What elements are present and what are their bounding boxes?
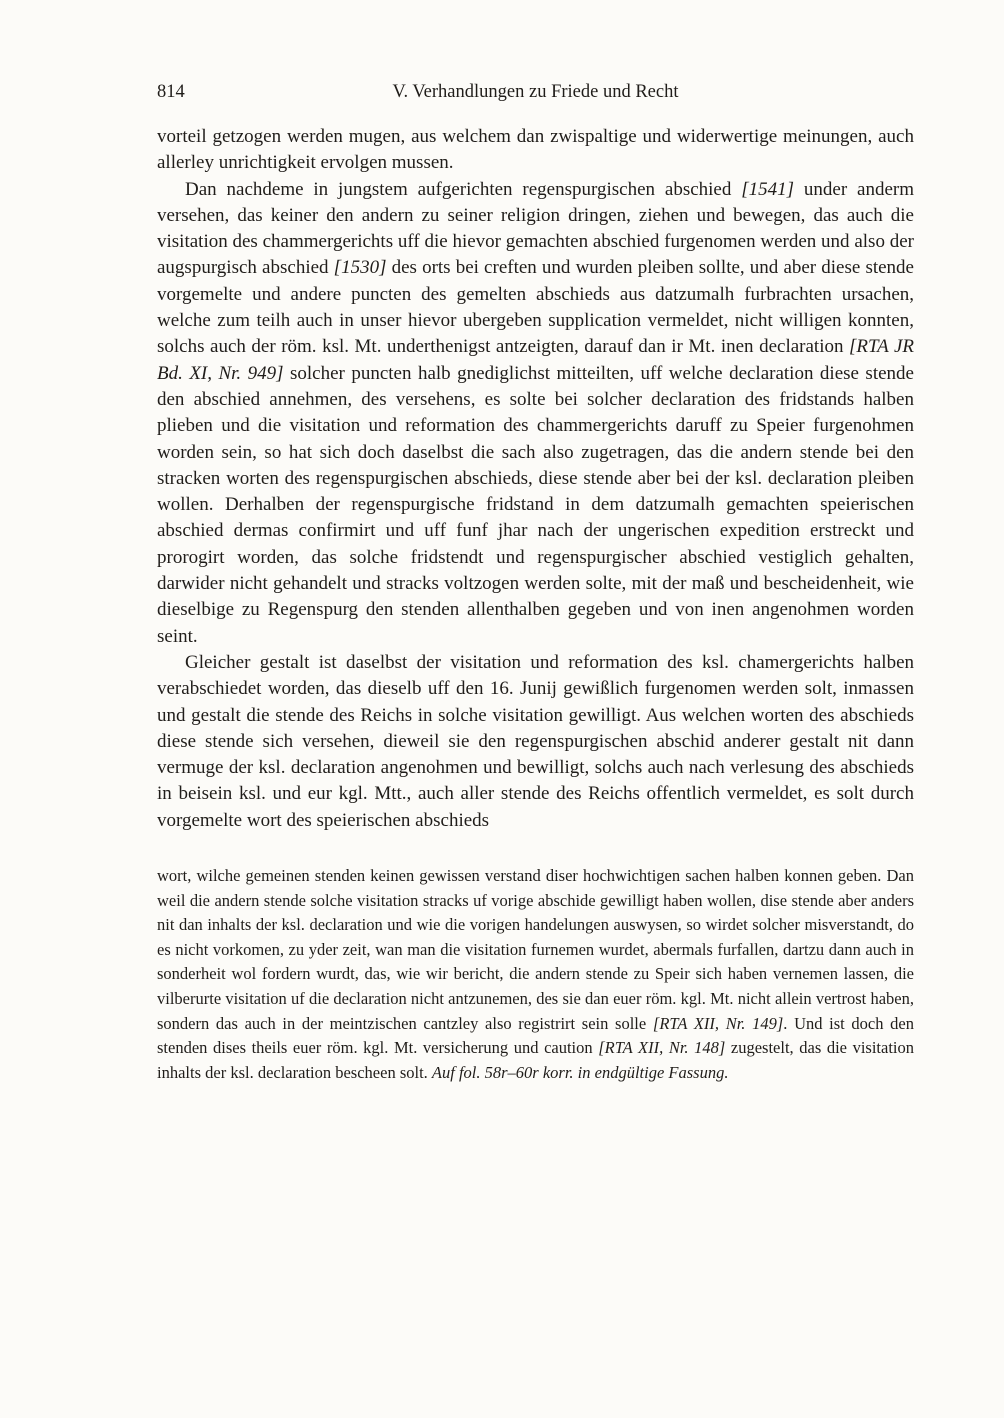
paragraph [157,124,914,177]
running-head: V. Verhandlungen zu Friede und Recht [392,82,679,102]
text-run: under anderm versehen, das keiner den andern zu seiner religion dringen, ziehen und bewegen, das auch die visitation des chammergerichts uff die hievor gemachten abschied furgenomen werden und also der augspurgisch abschied [157,178,915,279]
text-run: des orts bei creften und wurden pleiben sollte, und aber diese stende vorgemelte und andere puncten des gemelten abschieds aus datzumalh furbrachten ursachen, welche zum teilh auch in unser hievor ubergeben supplication vermeldet, nicht willigen konnten, solchs auch der röm. ksl. Mt. underthenigst antzeigten, darauf dan ir Mt. inen declaration [157,257,914,358]
body-text [157,124,914,834]
italic-text-run: [1541] [741,178,795,200]
paragraph [157,177,914,650]
paragraph [157,650,914,834]
italic-text-run: [RTA JR Bd. XI, Nr. 949] [157,336,914,384]
text-run: Gleicher gestalt ist daselbst der visitation und reformation des ksl. chamergerichts halben verabschiedet worden, das dieselb uff den 16. Junij gewißlich furgenomen werden solt, inmassen und gestalt die stende des Reichs in solche visitation gewilligt. Aus welchen worten des abschieds diese stende sich versehen, dieweil sie den regenspurgischen abschid anderer gestalt nit dann vermuge der ksl. declaration angenohmen und bewilligt, solchs auch nach verlesung des abschieds in beisein ksl. und eur kgl. Mtt., auch aller stende des Reichs offentlich vermeldet, es solt durch vorgemelte wort des speierischen abschieds [157,651,914,831]
text-run: Dan nachdeme in jungstem aufgerichten regenspurgischen abschied [185,178,742,200]
italic-text-run: Auf fol. 58r–60r korr. in endgültige Fassung. [431,1062,729,1082]
page-content [157,80,914,1085]
footnote [157,864,914,1085]
page-header [157,80,914,104]
text-run: solcher puncten halb gnediglichst mitteilten, uff welche declaration diese stende den abschied annehmen, des versehens, es solte bei solcher declaration des fridstands halben plieben und die visitation und reformation des chammergerichts daruff zu Speier furgenohmen worden sein, so hat sich doch daselbst die sach also zugetragen, das die andern stende bei den stracken worten des regenspurgischen abschieds, diese stende aber bei der ksl. declaration pleiben wollen. Derhalben der regenspurgische fridstand in dem datzumalh gemachten speierischen abschied dermas confirmirt und uff funf jhar nach der ungerischen expedition erstreckt und prorogirt worden, das solche fridstendt und regenspurgischer abschied vestiglich gehalten, darwider nicht gehandelt und stracks voltzogen werden solte, mit der maß und bescheidenheit, wie dieselbige zu Regenspurg den stenden allenthalben gegeben und von inen angenohmen worden seint. [157,362,914,647]
italic-text-run: [RTA XII, Nr. 148] [598,1038,726,1058]
page-number: 814 [157,82,185,102]
text-run: wort, wilche gemeinen stenden keinen gewissen verstand diser hochwichtigen sachen halben konnen geben. Dan weil die andern stende solche visitation stracks uf vorige abschide gewilligt haben wollen, dise stende aber anders nit dan inhalts der ksl. declaration und wie die vorigen handelungen auswysen, so wirdet solcher misverstandt, do es nicht vorkomen, zu yder zeit, wan man die visitation furnemen wurdet, abermals furfallen, dartzu dann auch in sonderheit wol fordern wurdt, das, wie wir bericht, die andern stende zu Speir sich haben vernemen lassen, die vilberurte visitation uf die declaration nicht antzunemen, des sie dan euer röm. kgl. Mt. nicht allein vertrost haben, sondern das auch in der meintzischen cantzley also registrirt sein solle [157,866,914,1033]
text-run: zugestelt, das die visitation inhalts der ksl. declaration bescheen solt. [157,1038,914,1082]
text-run: . Und ist doch den stenden dises theils euer röm. kgl. Mt. versicherung und caution [157,1013,915,1058]
italic-text-run: [RTA XII, Nr. 149] [652,1013,784,1033]
italic-text-run: [1530] [333,257,387,279]
text-run: vorteil getzogen werden mugen, aus welchem dan zwispaltige und widerwertige meinungen, auch allerley unrichtigkeit ervolgen mussen. [157,126,914,174]
paragraph [157,864,914,1085]
